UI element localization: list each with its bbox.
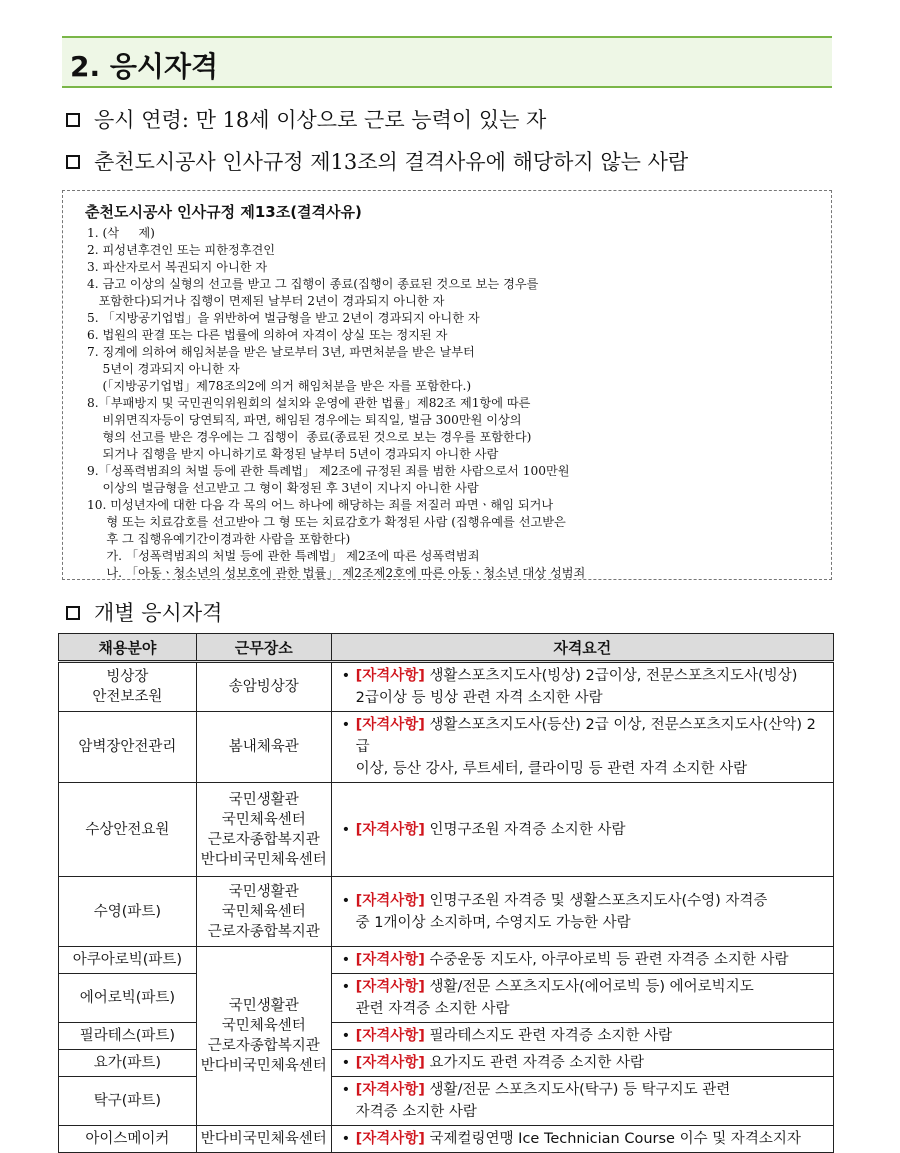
place-cell: 국민생활관 국민체육센터 근로자종합복지관 반다비국민체육센터 (196, 947, 331, 1126)
table-row (59, 662, 834, 712)
bullet-age (66, 104, 546, 134)
regulation-title: 춘천도시공사 인사규정 제13조(결격사유) (85, 203, 362, 221)
requirement-cell: • [자격사항] 생활/전문 스포츠지도사(탁구) 등 탁구지도 관련 자격증 소지한 사람 (331, 1077, 833, 1126)
bullet-individual (66, 597, 222, 627)
regulation-line: 비위면직자등이 당연퇴직, 파면, 해임된 경우에는 퇴직일, 벌금 300만원 이상의 (87, 413, 522, 427)
qualification-tag: [자격사항] (355, 821, 425, 838)
table-header-row (59, 634, 834, 662)
regulation-line: 형의 선고를 받은 경우에는 그 집행이 종료(종료된 것으로 보는 경우를 포함한다) (87, 430, 532, 444)
regulation-line: 이상의 벌금형을 선고받고 그 형이 확정된 후 3년이 지나지 아니한 사람 (87, 481, 479, 495)
table-row (59, 877, 834, 947)
table-row (59, 1077, 834, 1126)
qualification-tag: [자격사항] (355, 1131, 425, 1147)
requirement-cell: • [자격사항] 수중운동 지도사, 아쿠아로빅 등 관련 자격증 소지한 사람 (331, 947, 833, 974)
qualification-tag: [자격사항] (355, 717, 425, 733)
bullet-text: 응시 연령: 만 18세 이상으로 근로 능력이 있는 자 (94, 108, 547, 132)
regulation-line: 가. 「성폭력범죄의 처벌 등에 관한 특례법」 제2조에 따른 성폭력범죄 (87, 549, 480, 563)
regulation-line: 후 그 집행유예기간이경과한 사람을 포함한다) (87, 532, 351, 546)
section-title-bar (62, 36, 832, 88)
requirement-cell: • [자격사항] 생활/전문 스포츠지도사(에어로빅 등) 에어로빅지도 관련 자격증 소지한 사람 (331, 974, 833, 1023)
requirement-cell: • [자격사항] 인명구조원 자격증 소지한 사람 (331, 783, 833, 877)
qualification-tag: [자격사항] (355, 979, 425, 995)
requirement-cell: • [자격사항] 요가지도 관련 자격증 소지한 사람 (331, 1050, 833, 1077)
regulation-lines (87, 225, 585, 582)
field-cell: 아이스메이커 (59, 1126, 197, 1153)
regulation-line: 9.「성폭력범죄의 처벌 등에 관한 특례법」 제2조에 규정된 죄를 범한 사람으로서 100만원 (87, 464, 570, 478)
regulation-line: 포함한다)되거나 집행이 면제된 날부터 2년이 경과되지 아니한 자 (87, 294, 445, 308)
regulation-line: 3. 파산자로서 복권되지 아니한 자 (87, 260, 268, 274)
field-cell: 수상안전요원 (59, 783, 197, 877)
regulation-line: 2. 피성년후견인 또는 피한정후견인 (87, 243, 276, 257)
regulation-line: (「지방공기업법」제78조의2에 의거 해임처분을 받은 자를 포함한다.) (87, 379, 472, 393)
qualification-tag: [자격사항] (355, 1082, 425, 1098)
place-cell: 국민생활관 국민체육센터 근로자종합복지관 (196, 877, 331, 947)
qualification-tag: [자격사항] (355, 952, 425, 968)
place-cell: 송암빙상장 (196, 662, 331, 712)
checkbox-square-icon (66, 155, 80, 169)
regulation-line: 6. 법원의 판결 또는 다른 법률에 의하여 자격이 상실 또는 정지된 자 (87, 328, 448, 342)
requirement-cell: • [자격사항] 인명구조원 자격증 및 생활스포츠지도사(수영) 자격증 중 1개이상 소지하며, 수영지도 가능한 사람 (331, 877, 833, 947)
field-cell: 탁구(파트) (59, 1077, 197, 1126)
requirement-cell: • [자격사항] 생활스포츠지도사(등산) 2급 이상, 전문스포츠지도사(산악) 2급 이상, 등산 강사, 루트세터, 클라이밍 등 관련 자격 소지한 사람 (331, 712, 833, 783)
qualification-tag: [자격사항] (355, 1055, 425, 1071)
table-row (59, 947, 834, 974)
field-cell: 암벽장안전관리 (59, 712, 197, 783)
regulation-line: 되거나 집행을 받지 아니하기로 확정된 날부터 5년이 경과되지 아니한 사람 (87, 447, 499, 461)
bullet-text: 춘천도시공사 인사규정 제13조의 결격사유에 해당하지 않는 사람 (94, 150, 689, 174)
qualification-tag: [자격사항] (355, 1028, 425, 1044)
regulation-box (62, 190, 832, 580)
table-row (59, 1023, 834, 1050)
qualification-tag: [자격사항] (355, 668, 425, 684)
table-row (59, 1126, 834, 1153)
field-cell: 수영(파트) (59, 877, 197, 947)
section-title: 2. 응시자격 (70, 50, 219, 83)
checkbox-square-icon (66, 606, 80, 620)
field-cell: 아쿠아로빅(파트) (59, 947, 197, 974)
field-cell: 요가(파트) (59, 1050, 197, 1077)
table-row (59, 783, 834, 877)
table-row (59, 1050, 834, 1077)
place-cell: 반다비국민체육센터 (196, 1126, 331, 1153)
regulation-line: 4. 금고 이상의 실형의 선고를 받고 그 집행이 종료(집행이 종료된 것으로 보는 경우를 (87, 277, 539, 291)
regulation-line: 7. 징계에 의하여 해임처분을 받은 날로부터 3년, 파면처분을 받은 날부터 (87, 345, 475, 359)
field-cell: 에어로빅(파트) (59, 974, 197, 1023)
regulation-line: 1. (삭 제) (87, 226, 155, 240)
table-row (59, 974, 834, 1023)
field-cell: 빙상장 안전보조원 (59, 662, 197, 712)
table-row (59, 712, 834, 783)
bullet-text: 개별 응시자격 (94, 601, 223, 625)
place-cell: 봄내체육관 (196, 712, 331, 783)
field-cell: 필라테스(파트) (59, 1023, 197, 1050)
regulation-line: 10. 미성년자에 대한 다음 각 목의 어느 하나에 해당하는 죄를 저질러 파면ㆍ해임 되거나 (87, 498, 554, 512)
checkbox-square-icon (66, 113, 80, 127)
regulation-line: 5. 「지방공기업법」을 위반하여 벌금형을 받고 2년이 경과되지 아니한 자 (87, 311, 480, 325)
requirement-cell: • [자격사항] 국제컬링연맹 Ice Technician Course 이수 및 자격소지자 (331, 1126, 833, 1153)
bullet-disqualification (66, 146, 688, 176)
requirement-cell: • [자격사항] 생활스포츠지도사(빙상) 2급이상, 전문스포츠지도사(빙상) 2급이상 등 빙상 관련 자격 소지한 사람 (331, 662, 833, 712)
regulation-line: 형 또는 치료감호를 선고받아 그 형 또는 치료감호가 확정된 사람 (집행유예를 선고받은 (87, 515, 566, 529)
qualification-table (58, 633, 834, 1153)
place-cell: 국민생활관 국민체육센터 근로자종합복지관 반다비국민체육센터 (196, 783, 331, 877)
regulation-line: 8.「부패방지 및 국민권익위원회의 설치와 운영에 관한 법률」제82조 제1항에 따른 (87, 396, 531, 410)
requirement-cell: • [자격사항] 필라테스지도 관련 자격증 소지한 사람 (331, 1023, 833, 1050)
header-place: 근무장소 (196, 634, 331, 662)
header-requirements: 자격요건 (331, 634, 833, 662)
regulation-line: 5년이 경과되지 아니한 자 (87, 362, 240, 376)
header-field: 채용분야 (59, 634, 197, 662)
regulation-line: 나. 「아동ㆍ청소년의 성보호에 관한 법률」 제2조제2호에 따른 아동ㆍ청소년 대상 성범죄 (87, 566, 586, 580)
qualification-tag: [자격사항] (355, 892, 425, 909)
